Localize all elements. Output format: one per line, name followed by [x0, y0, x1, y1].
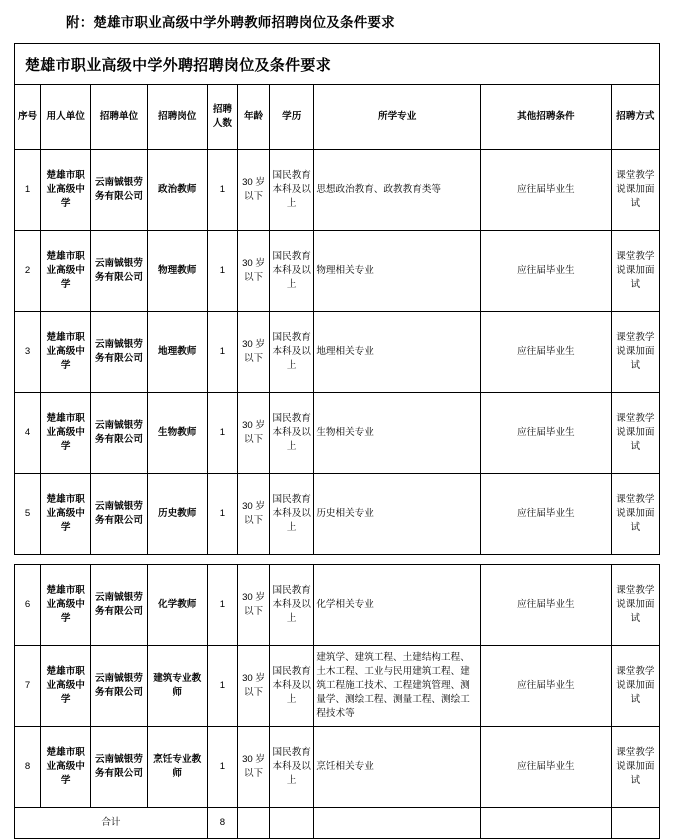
cell-post: 物理教师 — [147, 231, 207, 312]
cell-other: 应往届毕业生 — [481, 474, 612, 555]
cell-major: 建筑学、建筑工程、土建结构工程、土木工程、工业与民用建筑工程、建筑工程施工技术、工程建筑管理、测量学、测绘工程、测量工程、测绘工程技术等 — [314, 646, 481, 727]
cell-education: 国民教育本科及以上 — [270, 231, 314, 312]
cell-method: 课堂教学说课加面试 — [611, 565, 659, 646]
cell-unit: 楚雄市职业高级中学 — [41, 393, 91, 474]
cell-major: 历史相关专业 — [314, 474, 481, 555]
document-page — [0, 11, 674, 829]
cell-post: 化学教师 — [147, 565, 207, 646]
recruitment-table-part2 — [14, 564, 660, 839]
cell-company: 云南铖银劳务有限公司 — [91, 565, 147, 646]
cell-major: 烹饪相关专业 — [314, 727, 481, 808]
document-title-band — [14, 43, 660, 84]
cell-post: 生物教师 — [147, 393, 207, 474]
cell-major: 化学相关专业 — [314, 565, 481, 646]
cell-age: 30 岁以下 — [237, 727, 269, 808]
col-header-company: 招聘单位 — [91, 85, 147, 150]
cell-company: 云南铖银劳务有限公司 — [91, 150, 147, 231]
table-row — [15, 312, 660, 393]
total-blank-age — [237, 808, 269, 839]
col-header-unit: 用人单位 — [41, 85, 91, 150]
total-blank-other — [481, 808, 612, 839]
cell-count: 1 — [207, 231, 237, 312]
cell-post: 地理教师 — [147, 312, 207, 393]
cell-method: 课堂教学说课加面试 — [611, 474, 659, 555]
page-title: 楚雄市职业高级中学外聘招聘岗位及条件要求 — [25, 57, 332, 74]
total-blank-education — [270, 808, 314, 839]
cell-other: 应往届毕业生 — [481, 312, 612, 393]
cell-company: 云南铖银劳务有限公司 — [91, 727, 147, 808]
cell-company: 云南铖银劳务有限公司 — [91, 231, 147, 312]
col-header-major: 所学专业 — [314, 85, 481, 150]
cell-count: 1 — [207, 565, 237, 646]
table-row — [15, 474, 660, 555]
total-blank-major — [314, 808, 481, 839]
cell-count: 1 — [207, 393, 237, 474]
col-header-other: 其他招聘条件 — [481, 85, 612, 150]
cell-major: 地理相关专业 — [314, 312, 481, 393]
cell-no: 3 — [15, 312, 41, 393]
cell-age: 30 岁以下 — [237, 646, 269, 727]
cell-other: 应往届毕业生 — [481, 150, 612, 231]
table-row — [15, 393, 660, 474]
cell-education: 国民教育本科及以上 — [270, 312, 314, 393]
cell-post: 历史教师 — [147, 474, 207, 555]
cell-method: 课堂教学说课加面试 — [611, 150, 659, 231]
cell-company: 云南铖银劳务有限公司 — [91, 393, 147, 474]
cell-other: 应往届毕业生 — [481, 231, 612, 312]
total-blank-method — [611, 808, 659, 839]
cell-no: 7 — [15, 646, 41, 727]
cell-method: 课堂教学说课加面试 — [611, 312, 659, 393]
table-header-row — [15, 85, 660, 150]
cell-major: 物理相关专业 — [314, 231, 481, 312]
col-header-no: 序号 — [15, 85, 41, 150]
cell-education: 国民教育本科及以上 — [270, 393, 314, 474]
cell-age: 30 岁以下 — [237, 150, 269, 231]
cell-age: 30 岁以下 — [237, 231, 269, 312]
table-row — [15, 565, 660, 646]
cell-unit: 楚雄市职业高级中学 — [41, 231, 91, 312]
cell-other: 应往届毕业生 — [481, 646, 612, 727]
cell-other: 应往届毕业生 — [481, 727, 612, 808]
cell-age: 30 岁以下 — [237, 474, 269, 555]
cell-age: 30 岁以下 — [237, 565, 269, 646]
cell-no: 1 — [15, 150, 41, 231]
cell-major: 生物相关专业 — [314, 393, 481, 474]
cell-no: 4 — [15, 393, 41, 474]
cell-count: 1 — [207, 150, 237, 231]
cell-education: 国民教育本科及以上 — [270, 150, 314, 231]
document-note: 附：楚雄市职业高级中学外聘教师招聘岗位及条件要求 — [66, 15, 395, 30]
cell-company: 云南铖银劳务有限公司 — [91, 312, 147, 393]
cell-unit: 楚雄市职业高级中学 — [41, 474, 91, 555]
cell-method: 课堂教学说课加面试 — [611, 727, 659, 808]
table-row — [15, 150, 660, 231]
table-row — [15, 231, 660, 312]
cell-method: 课堂教学说课加面试 — [611, 646, 659, 727]
cell-count: 1 — [207, 312, 237, 393]
cell-other: 应往届毕业生 — [481, 565, 612, 646]
cell-method: 课堂教学说课加面试 — [611, 393, 659, 474]
cell-unit: 楚雄市职业高级中学 — [41, 312, 91, 393]
cell-post: 建筑专业教师 — [147, 646, 207, 727]
cell-no: 8 — [15, 727, 41, 808]
cell-age: 30 岁以下 — [237, 312, 269, 393]
cell-age: 30 岁以下 — [237, 393, 269, 474]
cell-count: 1 — [207, 474, 237, 555]
table-page-gap — [14, 555, 660, 564]
cell-other: 应往届毕业生 — [481, 393, 612, 474]
total-label: 合计 — [15, 808, 208, 839]
cell-education: 国民教育本科及以上 — [270, 727, 314, 808]
cell-no: 5 — [15, 474, 41, 555]
cell-education: 国民教育本科及以上 — [270, 565, 314, 646]
col-header-method: 招聘方式 — [611, 85, 659, 150]
col-header-education: 学历 — [270, 85, 314, 150]
recruitment-table-part1 — [14, 84, 660, 555]
table-row — [15, 727, 660, 808]
cell-unit: 楚雄市职业高级中学 — [41, 646, 91, 727]
cell-no: 6 — [15, 565, 41, 646]
col-header-post: 招聘岗位 — [147, 85, 207, 150]
total-count: 8 — [207, 808, 237, 839]
table-row — [15, 646, 660, 727]
cell-unit: 楚雄市职业高级中学 — [41, 565, 91, 646]
cell-unit: 楚雄市职业高级中学 — [41, 727, 91, 808]
cell-no: 2 — [15, 231, 41, 312]
cell-count: 1 — [207, 727, 237, 808]
cell-count: 1 — [207, 646, 237, 727]
cell-company: 云南铖银劳务有限公司 — [91, 646, 147, 727]
col-header-age: 年龄 — [237, 85, 269, 150]
cell-major: 思想政治教育、政教教育类等 — [314, 150, 481, 231]
cell-method: 课堂教学说课加面试 — [611, 231, 659, 312]
cell-post: 政治教师 — [147, 150, 207, 231]
cell-education: 国民教育本科及以上 — [270, 474, 314, 555]
cell-unit: 楚雄市职业高级中学 — [41, 150, 91, 231]
table-total-row — [15, 808, 660, 839]
cell-education: 国民教育本科及以上 — [270, 646, 314, 727]
cell-post: 烹饪专业教师 — [147, 727, 207, 808]
col-header-count: 招聘人数 — [207, 85, 237, 150]
cell-company: 云南铖银劳务有限公司 — [91, 474, 147, 555]
